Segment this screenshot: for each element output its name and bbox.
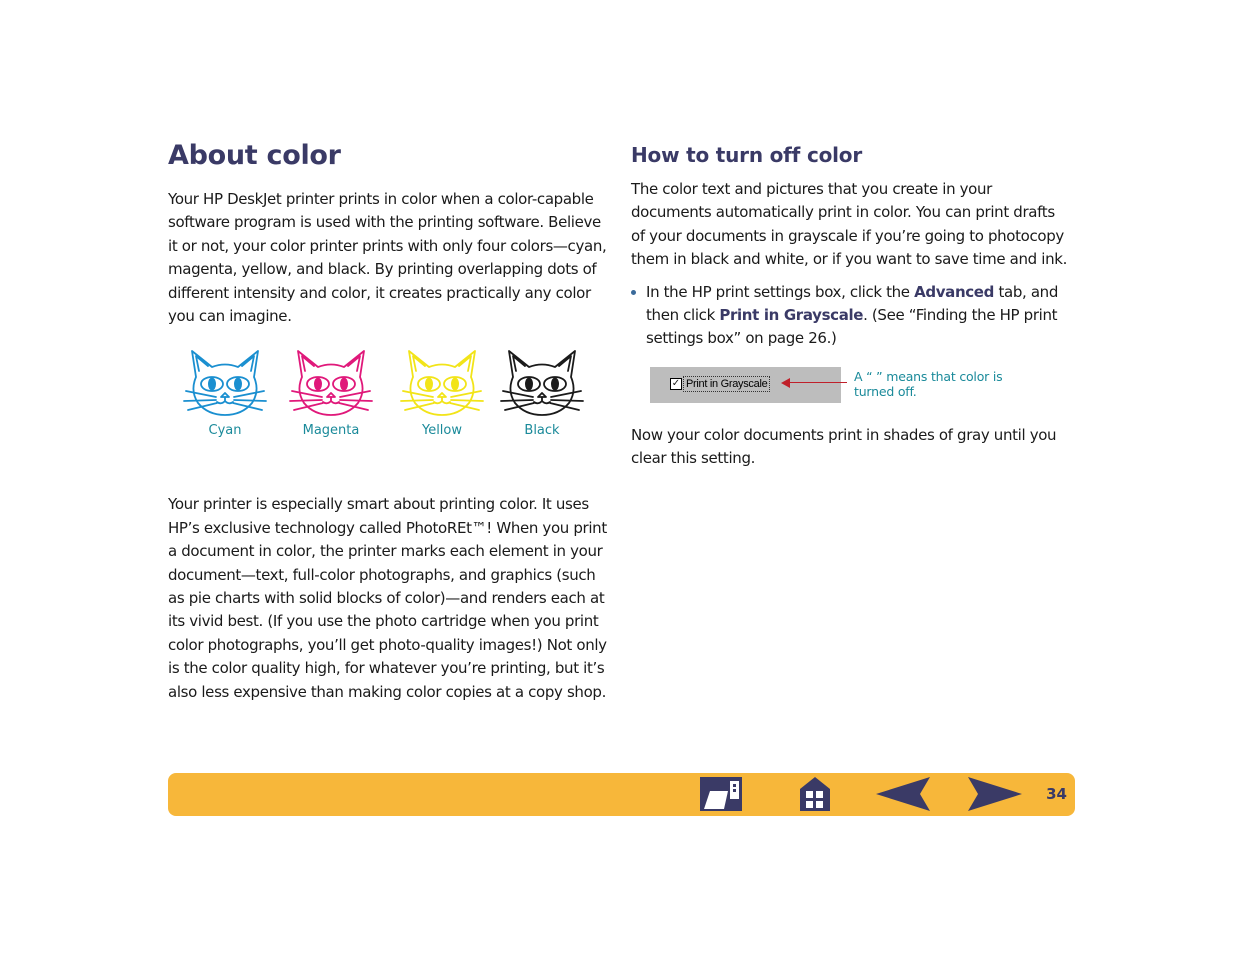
about-color-paragraph-1: Your HP DeskJet printer prints in color when a color-capable software program is used with the printing software. Believe it or not, your color printer prints with only four colors—cyan, magenta, yellow, and black. By printing overlapping dots of different intensity and color, it creates practically any color you can imagine.	[168, 190, 607, 326]
previous-page-icon[interactable]	[876, 777, 932, 811]
turn-off-color-heading: How to turn off color	[631, 143, 863, 167]
black-cat	[497, 347, 587, 438]
instruction-bullet	[631, 281, 1071, 351]
callout-note: A “ ” means that color is turned off.	[854, 368, 1003, 399]
magenta-label: Magenta	[302, 423, 360, 439]
cyan-cat	[180, 347, 270, 438]
grayscale-checkbox[interactable]: ✓	[671, 377, 681, 389]
yellow-cat	[397, 347, 487, 438]
left-column	[168, 140, 608, 704]
magenta-cat-icon	[288, 347, 374, 419]
about-color-heading: About color	[168, 140, 341, 171]
print-in-grayscale-label: Print in Grayscale	[719, 306, 864, 325]
yellow-cat-icon	[399, 347, 485, 419]
bullet-text-3: . (See “Finding the HP print settings box” on page 26.)	[646, 306, 1058, 348]
bullet-text-2: tab, and then click	[646, 282, 1059, 325]
grayscale-checkbox-label: Print in Grayscale	[683, 376, 770, 392]
printer-icon[interactable]	[700, 777, 742, 811]
home-icon[interactable]	[800, 777, 830, 811]
next-page-icon[interactable]	[966, 777, 1022, 811]
screenshot-panel	[650, 367, 841, 403]
bullet-text-1: In the HP print settings box, click the	[646, 282, 915, 301]
turn-off-color-paragraph-1: The color text and pictures that you create in your documents automatically print in color. You can print drafts of your documents in grayscale if you’re going to photocopy them in black and white, or if you want to save time and ink.	[631, 180, 1068, 269]
navigation-bar	[168, 773, 1075, 816]
bullet-dot	[631, 290, 636, 295]
cat-color-samples	[168, 347, 608, 457]
right-column	[631, 143, 1071, 471]
turn-off-color-paragraph-2: Now your color documents print in shades of gray until you clear this setting.	[631, 425, 1057, 468]
yellow-label: Yellow	[421, 423, 463, 439]
magenta-cat	[286, 347, 376, 438]
about-color-paragraph-2: Your printer is especially smart about printing color. It uses HP’s exclusive technology called PhotoREt™! When you print a document in color, the printer marks each element in your document—text, full-color photographs, and graphics (such as pie charts with solid blocks of color)—and renders each at its vivid best. (If you use the photo cartridge when you print color photographs, you’ll get photo-quality images!) Not only is the color quality high, for whatever you’re printing, but it’s also less expensive than making color copies at a copy shop.	[168, 495, 607, 701]
cyan-cat-icon	[182, 347, 268, 419]
black-cat-icon	[499, 347, 585, 419]
callout-arrow-line	[787, 382, 847, 383]
black-label: Black	[524, 423, 560, 439]
arrow-left-icon	[781, 378, 790, 388]
grayscale-screenshot	[631, 367, 1071, 407]
cyan-label: Cyan	[208, 423, 242, 439]
advanced-tab-label: Advanced	[914, 282, 995, 301]
page-number: 34	[1046, 785, 1067, 803]
